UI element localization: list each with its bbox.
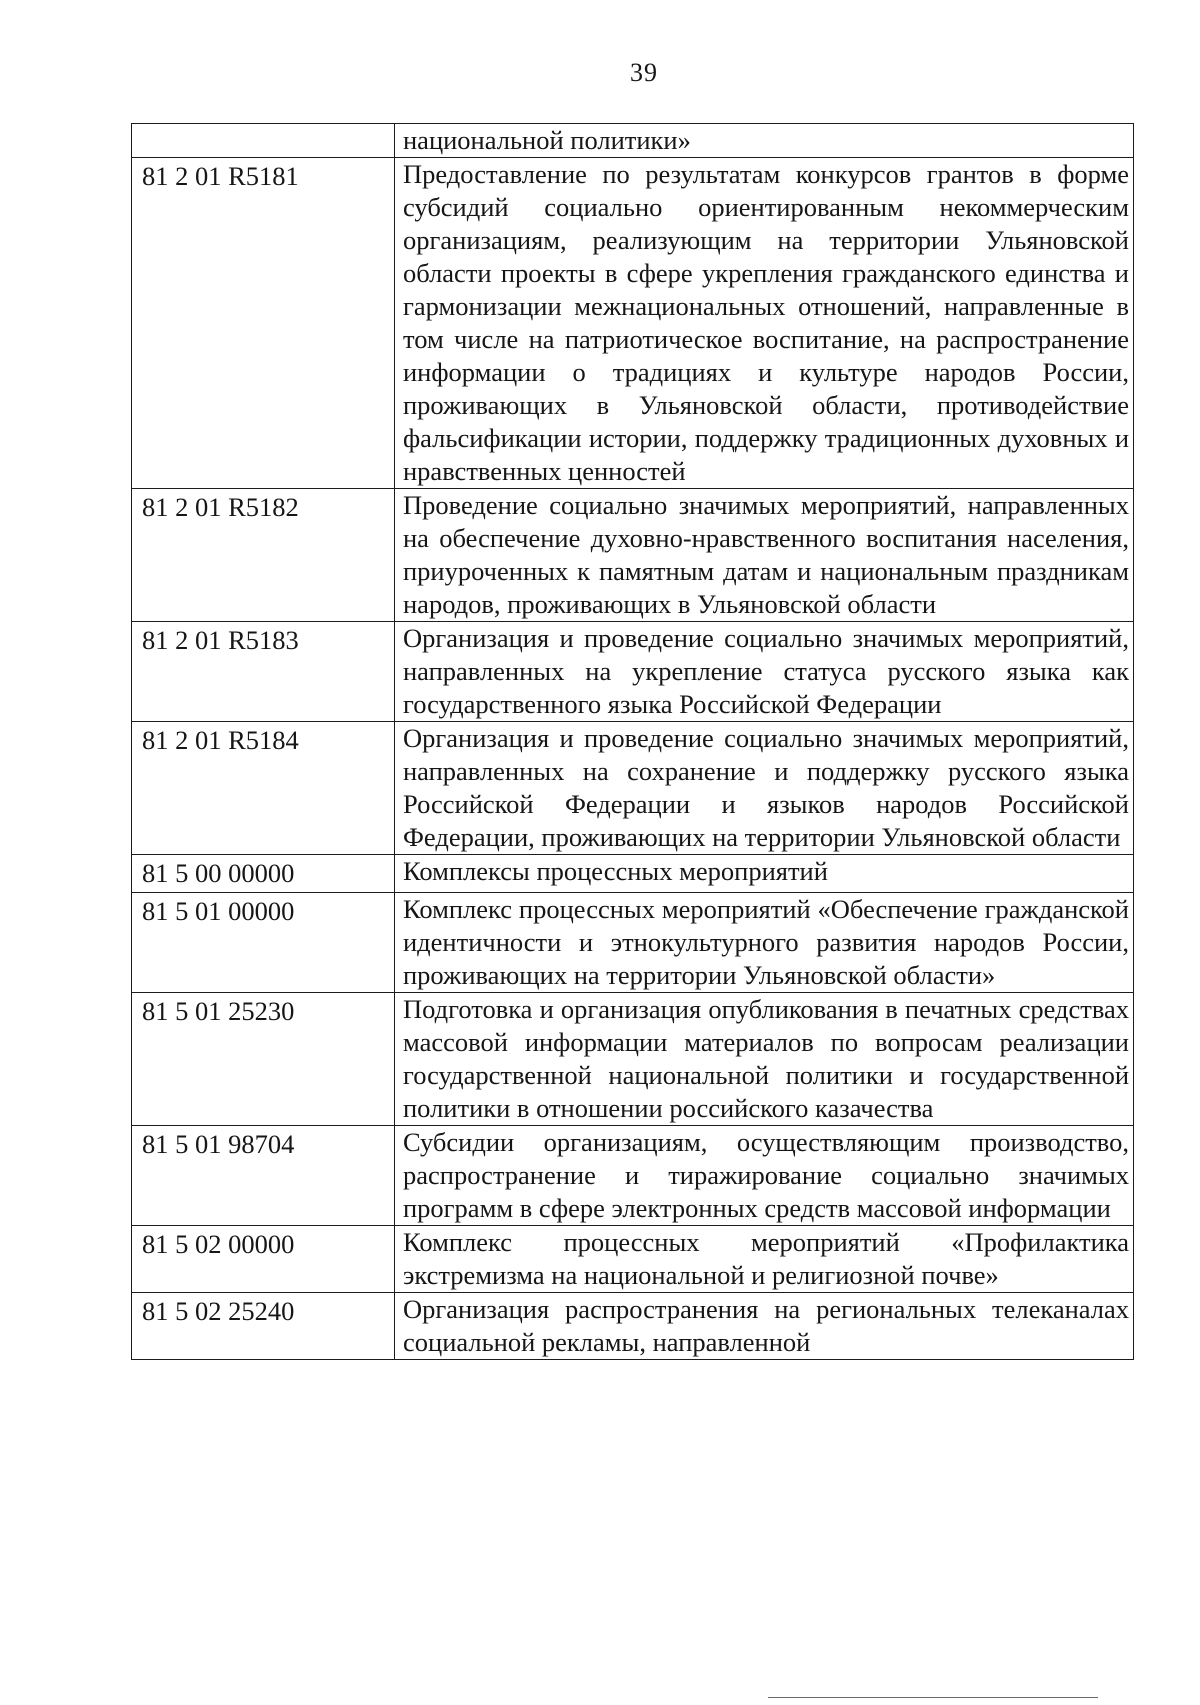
table-row xyxy=(132,893,1134,993)
description-cell: Предоставление по результатам конкурсов грантов в форме субсидий социально ориентированным некоммерческим организациям, реализующим на территории Ульяновской области проекты в сфере укрепления гражданского единства и гармонизации межнациональных отношений, направленные в том числе на патриотическое воспитание, на распространение информации о традициях и культуре народов России, проживающих в Ульяновской области, противодействие фальсификации истории, поддержку традиционных духовных и нравственных ценностей xyxy=(395,158,1134,489)
classification-code-cell: 81 5 01 25230 xyxy=(132,993,395,1126)
page-number: 39 xyxy=(630,58,658,87)
classification-code-cell: 81 5 02 25240 xyxy=(132,1293,395,1360)
table-body xyxy=(132,124,1134,1360)
table-row xyxy=(132,489,1134,622)
classification-code-cell: 81 5 02 00000 xyxy=(132,1226,395,1293)
description-cell: Организация и проведение социально значимых мероприятий, направленных на сохранение и поддержку русского языка Российской Федерации и языков народов Российской Федерации, проживающих на территории Ульяновской области xyxy=(395,722,1134,855)
description-cell: Комплексы процессных мероприятий xyxy=(395,855,1134,893)
description-cell: Комплекс процессных мероприятий «Обеспечение гражданской идентичности и этнокультурного развития народов России, проживающих на территории Ульяновской области» xyxy=(395,893,1134,993)
table-row xyxy=(132,124,1134,158)
description-cell: национальной политики» xyxy=(395,124,1134,158)
table-row xyxy=(132,1293,1134,1360)
description-cell: Комплекс процессных мероприятий «Профилактика экстремизма на национальной и религиозной почве» xyxy=(395,1226,1134,1293)
classification-code-cell: 81 2 01 R5181 xyxy=(132,158,395,489)
table-row xyxy=(132,855,1134,893)
table-row xyxy=(132,722,1134,855)
classification-code-cell: 81 2 01 R5183 xyxy=(132,622,395,722)
classification-code-cell: 81 5 00 00000 xyxy=(132,855,395,893)
table-row xyxy=(132,993,1134,1126)
budget-classification-table xyxy=(131,123,1134,1360)
description-cell: Субсидии организациям, осуществляющим производство, распространение и тиражирование социально значимых программ в сфере электронных средств массовой информации xyxy=(395,1126,1134,1226)
description-cell: Проведение социально значимых мероприятий, направленных на обеспечение духовно-нравственного воспитания населения, приуроченных к памятным датам и национальным праздникам народов, проживающих в Ульяновской области xyxy=(395,489,1134,622)
classification-code-cell: 81 5 01 00000 xyxy=(132,893,395,993)
description-cell: Подготовка и организация опубликования в печатных средствах массовой информации материалов по вопросам реализации государственной национальной политики и государственной политики в отношении российского казачества xyxy=(395,993,1134,1126)
classification-code-cell xyxy=(132,124,395,158)
footer-rule xyxy=(768,1697,1098,1698)
description-cell: Организация и проведение социально значимых мероприятий, направленных на укрепление статуса русского языка как государственного языка Российской Федерации xyxy=(395,622,1134,722)
classification-code-cell: 81 2 01 R5182 xyxy=(132,489,395,622)
table-row xyxy=(132,1126,1134,1226)
table-row xyxy=(132,1226,1134,1293)
classification-code-cell: 81 5 01 98704 xyxy=(132,1126,395,1226)
description-cell: Организация распространения на региональных телеканалах социальной рекламы, направленной xyxy=(395,1293,1134,1360)
classification-code-cell: 81 2 01 R5184 xyxy=(132,722,395,855)
table-row xyxy=(132,622,1134,722)
table-row xyxy=(132,158,1134,489)
